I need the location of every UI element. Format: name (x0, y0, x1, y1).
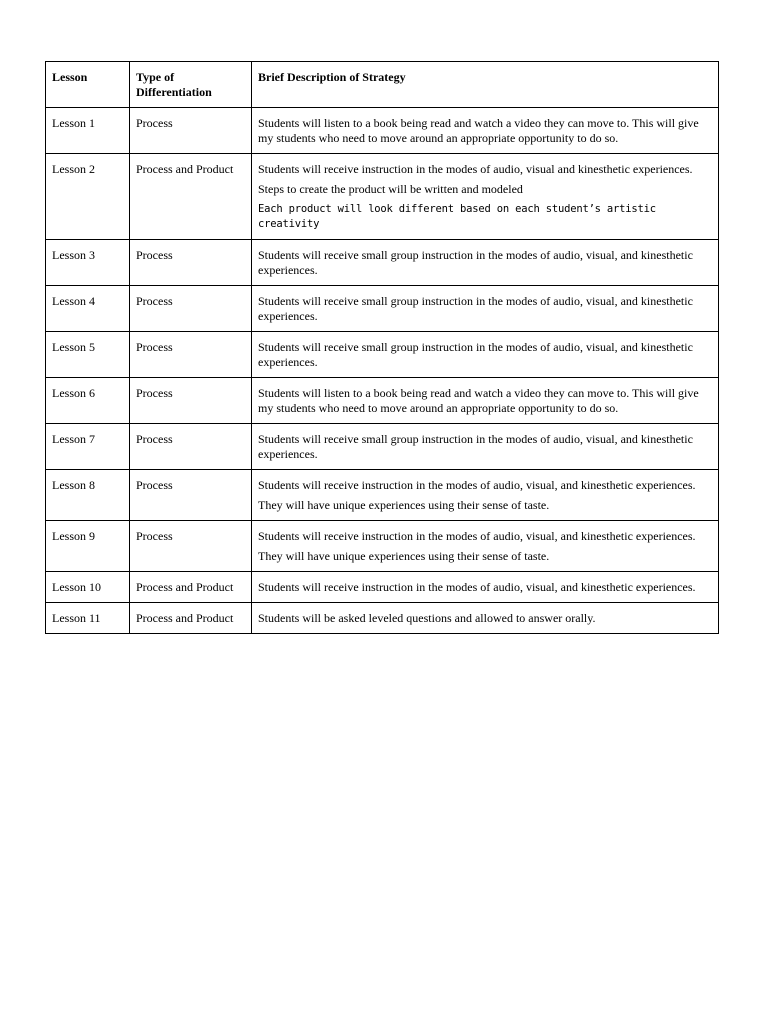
description-text: Students will listen to a book being read and watch a video they can move to. This will give my students who need to move around an appropriate opportunity to do so. (258, 386, 699, 415)
description-text: Students will receive instruction in the modes of audio, visual, and kinesthetic experiences. (258, 580, 696, 594)
lesson-cell: Lesson 9 (46, 521, 130, 572)
lesson-cell: Lesson 5 (46, 332, 130, 378)
header-type-of-differentiation (130, 62, 252, 108)
type-cell: Process (130, 521, 252, 572)
description-text: Students will receive instruction in the modes of audio, visual, and kinesthetic experiences. (258, 478, 696, 492)
header-lesson: Lesson (46, 62, 130, 108)
type-cell: Process (130, 108, 252, 154)
table-row (46, 521, 719, 572)
table-row (46, 240, 719, 286)
type-cell: Process and Product (130, 572, 252, 603)
header-row (46, 62, 719, 108)
description-cell (252, 332, 719, 378)
description-text: Students will receive instruction in the modes of audio, visual, and kinesthetic experiences. (258, 529, 696, 543)
differentiation-table (45, 61, 719, 634)
description-cell (252, 240, 719, 286)
table-row (46, 572, 719, 603)
description-text: They will have unique experiences using their sense of taste. (258, 549, 550, 563)
type-cell: Process (130, 240, 252, 286)
type-cell: Process (130, 470, 252, 521)
table-row (46, 332, 719, 378)
lesson-cell: Lesson 1 (46, 108, 130, 154)
description-cell (252, 108, 719, 154)
description-text: Students will receive small group instruction in the modes of audio, visual, and kinesthetic experiences. (258, 340, 693, 369)
type-cell: Process (130, 424, 252, 470)
description-cell (252, 424, 719, 470)
table-row (46, 424, 719, 470)
description-text: Students will be asked leveled questions and allowed to answer orally. (258, 611, 596, 625)
description-text: Students will listen to a book being read and watch a video they can move to. This will give my students who need to move around an appropriate opportunity to do so. (258, 116, 699, 145)
type-cell: Process and Product (130, 603, 252, 634)
header-type-line-1: Type of (136, 70, 175, 84)
description-text: Students will receive instruction in the modes of audio, visual and kinesthetic experiences. (258, 162, 693, 176)
type-cell: Process (130, 332, 252, 378)
lesson-cell: Lesson 8 (46, 470, 130, 521)
description-text: Students will receive small group instruction in the modes of audio, visual, and kinesthetic experiences. (258, 432, 693, 461)
description-text: They will have unique experiences using their sense of taste. (258, 498, 550, 512)
table-header (46, 62, 719, 108)
type-cell: Process (130, 286, 252, 332)
description-text: Students will receive small group instruction in the modes of audio, visual, and kinesthetic experiences. (258, 294, 693, 323)
header-brief-description: Brief Description of Strategy (252, 62, 719, 108)
lesson-cell: Lesson 11 (46, 603, 130, 634)
type-cell: Process and Product (130, 154, 252, 240)
description-text: Students will receive small group instruction in the modes of audio, visual, and kinesthetic experiences. (258, 248, 693, 277)
description-cell (252, 378, 719, 424)
lesson-cell: Lesson 3 (46, 240, 130, 286)
description-cell (252, 603, 719, 634)
lesson-cell: Lesson 7 (46, 424, 130, 470)
table-row (46, 603, 719, 634)
table-row (46, 286, 719, 332)
lesson-cell: Lesson 4 (46, 286, 130, 332)
table-row (46, 154, 719, 240)
lesson-cell: Lesson 10 (46, 572, 130, 603)
table-row (46, 378, 719, 424)
description-cell (252, 470, 719, 521)
description-text: Each product will look different based on each student’s artistic creativity (258, 203, 656, 230)
description-text: Steps to create the product will be written and modeled (258, 182, 523, 196)
description-cell (252, 286, 719, 332)
description-cell (252, 154, 719, 240)
description-cell (252, 521, 719, 572)
lesson-cell: Lesson 2 (46, 154, 130, 240)
type-cell: Process (130, 378, 252, 424)
lesson-cell: Lesson 6 (46, 378, 130, 424)
table-row (46, 470, 719, 521)
table-row (46, 108, 719, 154)
header-type-line-2: Differentiation (136, 85, 212, 99)
description-cell (252, 572, 719, 603)
